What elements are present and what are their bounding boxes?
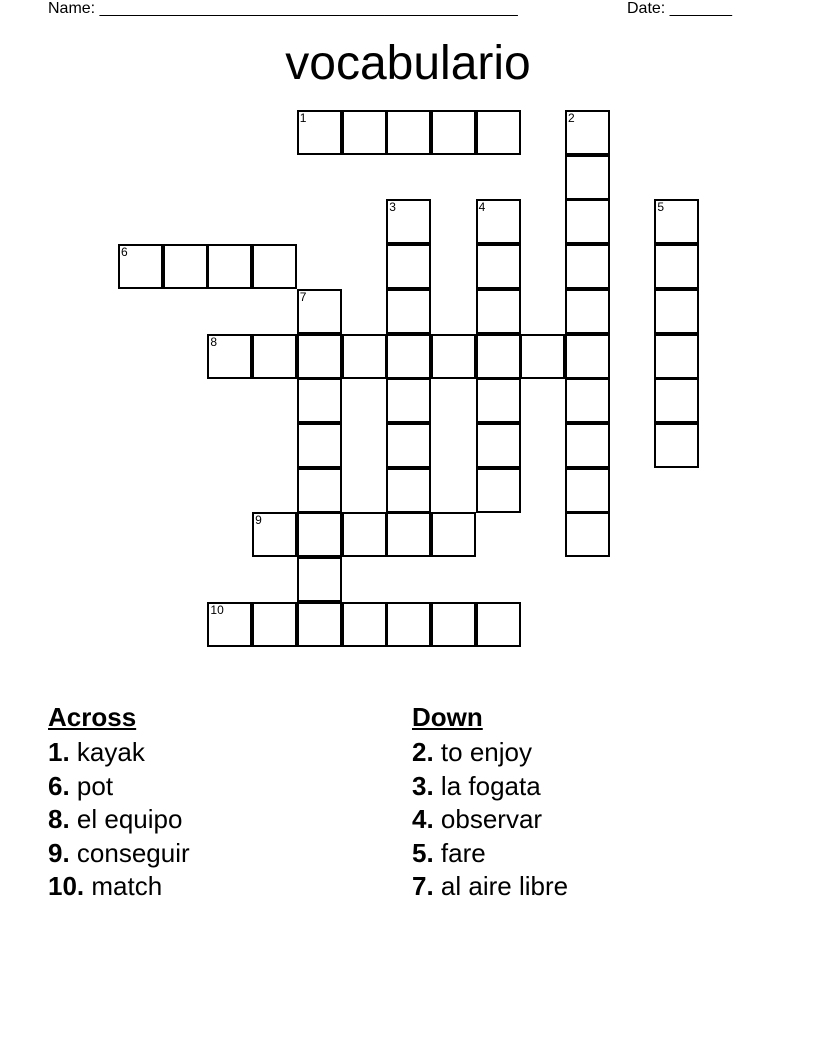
- grid-cell[interactable]: [297, 468, 342, 513]
- clue-across-9: [48, 837, 190, 871]
- grid-cell[interactable]: [476, 423, 521, 468]
- clue-text: la fogata: [440, 770, 541, 801]
- grid-cell[interactable]: [386, 423, 431, 468]
- clue-number: 8.: [48, 804, 70, 834]
- grid-cell[interactable]: [476, 468, 521, 513]
- clue-text: fare: [440, 837, 486, 868]
- cell-number: 7: [299, 289, 307, 304]
- grid-cell[interactable]: [565, 110, 610, 155]
- grid-cell[interactable]: [386, 468, 431, 513]
- down-heading: Down: [412, 702, 483, 732]
- grid-cell[interactable]: [386, 334, 431, 379]
- clue-across-6: [48, 770, 190, 804]
- grid-cell[interactable]: [476, 110, 521, 155]
- clue-across-1: [48, 736, 190, 770]
- clue-number: 3.: [412, 770, 434, 801]
- grid-cell[interactable]: [565, 244, 610, 289]
- cell-number: 10: [210, 602, 224, 617]
- grid-cell[interactable]: [252, 512, 297, 557]
- grid-cell[interactable]: [386, 378, 431, 423]
- clue-number: 4.: [412, 804, 434, 834]
- grid-cell[interactable]: [297, 602, 342, 647]
- grid-cell[interactable]: [431, 110, 476, 155]
- grid-cell[interactable]: [565, 423, 610, 468]
- grid-cell[interactable]: [342, 512, 387, 557]
- cell-number: 6: [121, 245, 128, 260]
- clue-text: observar: [440, 804, 543, 834]
- grid-cell[interactable]: [297, 334, 342, 379]
- clue-number: 10.: [48, 871, 85, 901]
- cell-number: 8: [210, 334, 218, 349]
- grid-cell[interactable]: [207, 244, 252, 289]
- cell-number: 3: [389, 200, 396, 215]
- grid-cell[interactable]: [386, 199, 431, 244]
- grid-cell[interactable]: [342, 110, 387, 155]
- clue-number: 1.: [48, 737, 70, 767]
- page-title: vocabulario: [285, 37, 531, 90]
- clue-text: kayak: [76, 737, 145, 767]
- grid-cell[interactable]: [520, 334, 565, 379]
- grid-cell[interactable]: [476, 334, 521, 379]
- grid-cell[interactable]: [565, 155, 610, 200]
- grid-cell[interactable]: [386, 244, 431, 289]
- clue-text: conseguir: [76, 837, 190, 868]
- clue-text: el equipo: [76, 804, 183, 834]
- clue-text: to enjoy: [440, 737, 532, 767]
- grid-cell[interactable]: [207, 602, 252, 647]
- clue-text: match: [91, 871, 163, 901]
- grid-cell[interactable]: [565, 289, 610, 334]
- grid-cell[interactable]: [654, 334, 699, 379]
- grid-cell[interactable]: [252, 244, 297, 289]
- grid-cell[interactable]: [386, 110, 431, 155]
- grid-cell[interactable]: [565, 512, 610, 557]
- grid-cell[interactable]: [476, 199, 521, 244]
- grid-cell[interactable]: [297, 110, 342, 155]
- name-line: Name: _______________________________________________: [48, 0, 518, 17]
- clue-down-4: [412, 803, 568, 837]
- grid-cell[interactable]: [654, 199, 699, 244]
- clue-text: pot: [76, 770, 114, 801]
- cell-number: 5: [657, 200, 665, 215]
- grid-cell[interactable]: [386, 602, 431, 647]
- grid-cell[interactable]: [476, 378, 521, 423]
- cell-number: 4: [478, 200, 486, 215]
- grid-cell[interactable]: [297, 289, 342, 334]
- grid-cell[interactable]: [565, 468, 610, 513]
- grid-cell[interactable]: [118, 244, 163, 289]
- grid-cell[interactable]: [297, 512, 342, 557]
- grid-cell[interactable]: [431, 512, 476, 557]
- grid-cell[interactable]: [207, 334, 252, 379]
- grid-cell[interactable]: [297, 557, 342, 602]
- clue-down-2: [412, 736, 568, 770]
- grid-cell[interactable]: [342, 602, 387, 647]
- down-clues: [412, 702, 568, 904]
- clue-number: 2.: [412, 737, 434, 767]
- across-heading: Across: [48, 702, 137, 732]
- grid-cell[interactable]: [386, 289, 431, 334]
- grid-cell[interactable]: [431, 334, 476, 379]
- grid-cell[interactable]: [654, 378, 699, 423]
- across-clues: [48, 702, 190, 904]
- grid-cell[interactable]: [654, 244, 699, 289]
- grid-cell[interactable]: [654, 289, 699, 334]
- grid-cell[interactable]: [431, 602, 476, 647]
- grid-cell[interactable]: [252, 334, 297, 379]
- grid-cell[interactable]: [252, 602, 297, 647]
- grid-cell[interactable]: [297, 378, 342, 423]
- clue-number: 9.: [48, 837, 70, 868]
- cell-number: 9: [255, 513, 262, 528]
- clue-down-5: [412, 837, 568, 871]
- clue-number: 6.: [48, 770, 70, 801]
- grid-cell[interactable]: [163, 244, 208, 289]
- grid-cell[interactable]: [565, 199, 610, 244]
- grid-cell[interactable]: [386, 512, 431, 557]
- clue-text: al aire libre: [440, 871, 569, 901]
- clue-number: 5.: [412, 837, 434, 868]
- clue-down-7: [412, 870, 568, 904]
- clue-across-8: [48, 803, 190, 837]
- clue-across-10: [48, 870, 190, 904]
- grid-cell[interactable]: [476, 289, 521, 334]
- grid-cell[interactable]: [342, 334, 387, 379]
- grid-cell[interactable]: [565, 334, 610, 379]
- grid-cell[interactable]: [565, 378, 610, 423]
- grid-cell[interactable]: [476, 244, 521, 289]
- grid-cell[interactable]: [297, 423, 342, 468]
- clue-down-3: [412, 770, 568, 804]
- grid-cell[interactable]: [654, 423, 699, 468]
- grid-cell[interactable]: [476, 602, 521, 647]
- clue-number: 7.: [412, 871, 434, 901]
- cell-number: 2: [568, 111, 575, 125]
- cell-number: 1: [299, 111, 307, 125]
- date-line: Date: _______: [627, 0, 732, 17]
